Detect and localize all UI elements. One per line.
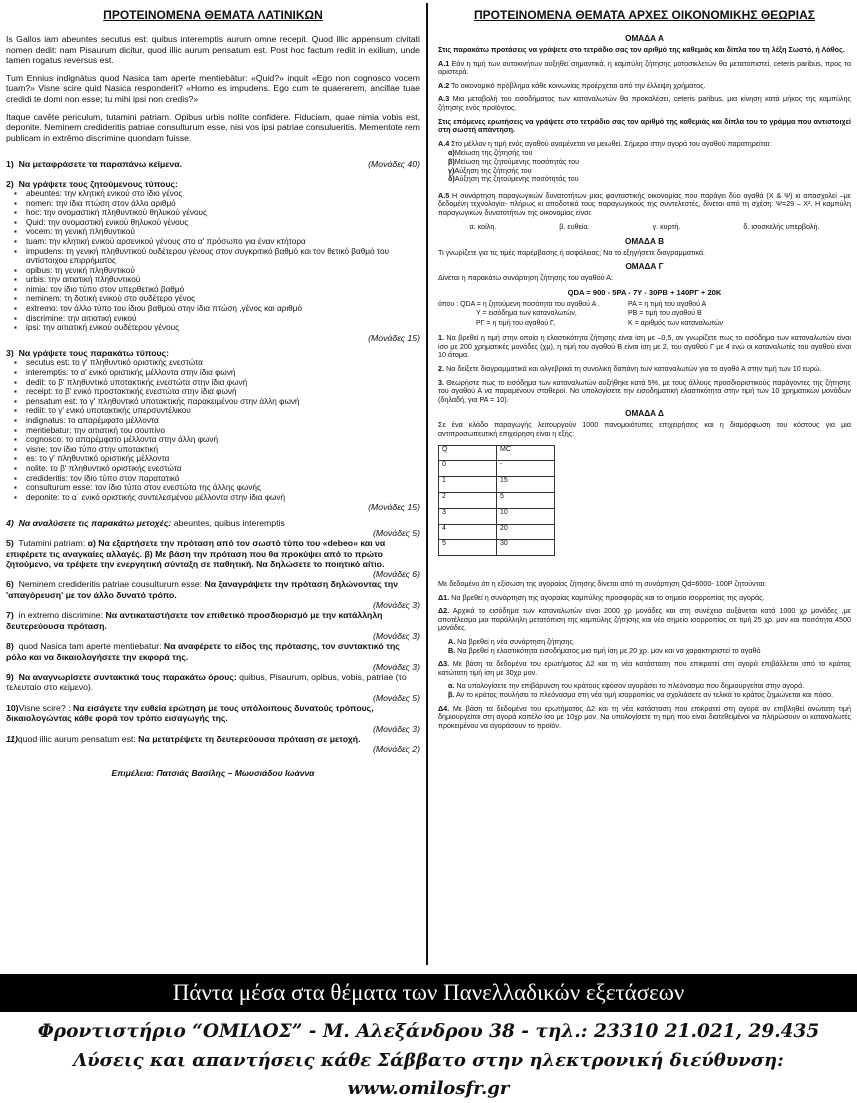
latin-text-2: Tum Ennius indignātus quod Nasica tam aperte mentiebātur: «Quid?» inquit «Ego non cognosco vocem tuam?» Visne scire quid Nasica responderit? «Homo es impudens. Ego cum te quaererem, ancillae tuae credidi te domi non esse; tu mihi ipsi non credis?»: [6, 72, 420, 104]
question-3-list: [12, 358, 420, 502]
question-a1: Α.1 Εάν η τιμή των αυτοκινήτων αυξηθεί σημαντικά, η καμπύλη ζήτησης μοτοσικλετών θα μετατοπιστεί, ceteris paribus, προς τα αριστερά.: [438, 58, 851, 77]
option: δ)Αύξηση της ζητούμενης ποσότητάς του: [448, 174, 579, 184]
group-a-heading: ΟΜΑΔΑ Α: [625, 34, 664, 43]
question-10: 10)Visne scire? : Να εισάγετε την ευθεία ερώτηση με τους υπόλοιπους δυνατούς τρόπους, δικαιολογώντας κάθε φορά τον τρόπο εισαγωγής της.: [6, 702, 374, 724]
list-item: ▪ es: το γ' πληθυντικό οριστικής μέλλοντα: [12, 454, 420, 464]
question-a5-options: [438, 222, 851, 231]
question-a2: Α.2 Το οικονομικό πρόβλημα κάθε κοινωνίας προέρχεται από την έλλειψη χρήματος.: [438, 80, 706, 90]
question-2: 2) Να γράψετε τους ζητούμενους τύπους:: [6, 178, 178, 189]
group-d-heading: ΟΜΑΔΑ Δ: [625, 409, 664, 419]
list-item: ▪ hoc: την ονομαστική πληθυντικού θηλυκού γένους: [12, 208, 420, 218]
table-row: Q MC: [439, 445, 555, 461]
marks: (Μονάδες 3): [372, 630, 420, 641]
question-7: 7) in extremo discrimine: Να αντικαταστήσετε τον επιθετικό προσδιορισμό με την κατάλληλη δευτερεύουσα πρόταση.: [6, 610, 383, 631]
list-item: ▪ abeuntes: την κλητική ενικού στο ίδιο γένος: [12, 189, 420, 199]
list-item: ▪ indignatus: το απαρέμφατο μέλλοντα: [12, 416, 420, 426]
demand-statement: Με δεδομένο ότι η εξίσωση της αγοραίας ζήτησης δίνεται από τη συνάρτηση Qd=6000- 100P ζητούνται:: [438, 579, 767, 589]
list-item: ▪ visne: τον ίδιο τύπο στην υποτακτική: [12, 445, 420, 455]
list-item: ▪ impudens: τη γενική πληθυντικού ουδέτερου γένους στον συγκριτικό βαθμό και τον θετικό βαθμό του αντίστοιχου επιρρήματος: [12, 247, 420, 266]
question-d2: Δ2. Αρχικά το εισόδημα των καταναλωτών είναι 2000 χρ μονάδες και στη συνέχεια αυξάνεται κατά 1000 χρ μονάδες ,με αποτέλεσμα μια παράλληλη μετατόπιση της καμπύλης ζήτησης και νέο σημείο ισορροπίας σε τιμή 25 χρ. μον και ποσότητα 4500 μονάδες.: [438, 606, 851, 633]
list-item: ▪ ipsi: την αιτιατική ενικού ουδέτερου γένους: [12, 323, 420, 333]
list-item: ▪ nomen: την ίδια πτώση στον άλλο αριθμό: [12, 199, 420, 209]
group-g-intro: Δίνεται η παρακάτω συνάρτηση ζήτησης του αγαθού Α:: [438, 273, 613, 283]
list-item: ▪ pensatum est: το γ' πληθυντικό υποτακτικής παρακειμένου στην άλλη φωνή: [12, 397, 420, 407]
sub-question: α. Να υπολογίσετε την επιβάρυνση του κράτους εφόσον αγοράσει το πλεόνασμα που δημιουργείται στην αγορά.: [448, 681, 805, 691]
marks: (Μονάδες 5): [372, 692, 420, 703]
list-item: ▪ cognosco: το απαρέμφατο μέλλοντα στην άλλη φωνή: [12, 435, 420, 445]
question-9: 9) Να αναγνωρίσετε συντακτικά τους παρακάτω όρους: quibus, Pisaurum, opibus, vobis, patriae (το τελευταίο στο κείμενο).: [6, 672, 407, 693]
footer-contact: Φροντιστήριο “ΟΜΙΛΟΣ” - Μ. Αλεξάνδρου 38 - τηλ.: 23310 21.021, 29.435: [37, 1021, 820, 1042]
question-3: 3) Να γράψετε τους παρακάτω τύπους:: [6, 348, 170, 359]
group-b-heading: ΟΜΑΔΑ Β: [624, 236, 665, 246]
group-d-intro: Σε ένα κλάδο παραγωγής λειτουργούν 1000 πανομοιότυπες επιχειρήσεις και η διαμόρφωση του κόστους για μια αντιπροσωπευτική επιχείρηση είναι η εξής:: [438, 420, 851, 438]
list-item: ▪ opibus: τη γενική πληθυντικού: [12, 266, 420, 276]
option: γ)Αύξηση της ζήτησής του: [448, 165, 532, 175]
footer-website: Λύσεις και απαντήσεις κάθε Σάββατο στην ηλεκτρονική διεύθυνση: www.omilosfr.gr: [73, 1050, 784, 1099]
list-item: ▪ rediit: το γ' ενικό υποτακτικής υπερσυντέλικου: [12, 406, 420, 416]
option: δ. ισοσκελής υπερβολή.: [743, 221, 820, 231]
footer: [0, 1012, 857, 1099]
marks: (Μονάδες 3): [372, 661, 420, 672]
list-item: ▪ urbis: την αιτιατική πληθυντικού: [12, 275, 420, 285]
marks: (Μονάδες 40): [368, 159, 420, 170]
option: γ. κυρτή.: [652, 221, 681, 231]
question-5: 5) Tutamini patriam: α) Να εξαρτήσετε την πρόταση από τον σωστό τύπο του «debeo» και να επιφέρετε τις αναγκαίες αλλαγές. β) Με βάση την πρόταση που θα προκύψει από το πρώτο ζητούμενο, να τρέψετε την ενεργητική σύνταξη σε παθητική. Να δηλώσετε το ποιητικό αίτιο.: [6, 538, 386, 569]
list-item: ▪ interemptis: το α' ενικό οριστικής μέλλοντα στην ίδια φωνή: [12, 368, 420, 378]
question-d2-subs: [438, 638, 851, 655]
definition: όπου : QDA = η ζητούμενη ποσότητα του αγαθού Α .: [438, 300, 600, 308]
question-2-list: [12, 189, 420, 333]
sub-question: β. Αν το κράτος πουλήσει το πλεόνασμα στη νέα τιμή ισορροπίας να σχολιάσετε αν τελικά το κράτος ζημιώνεται και πόσο.: [448, 690, 834, 700]
question-11: 11)quod illic aurum pensatum est: Να μετατρέψετε τη δευτερεύουσα πρόταση σε μετοχή.: [6, 733, 361, 744]
list-item: ▪ receipt: το β' ενικό προστακτικής ενεστώτα στην ίδια φωνή: [12, 387, 420, 397]
question-a4: Α.4 Στο μέλλον η τιμή ενός αγαθού αναμένεται να μειωθεί. Σήμερα στην αγορά του αγαθού παρατηρείται:: [438, 138, 772, 148]
list-item: ▪ secutus est: το γ' πληθυντικό οριστικής ενεστώτα: [12, 358, 420, 368]
option: β)Μείωση της ζητούμενης ποσότητάς του: [448, 156, 580, 166]
table-row: 3 10: [439, 508, 555, 524]
definition: PΓ = η τιμή του αγαθού Γ,: [476, 319, 556, 327]
question-g2: 2. Να δείξετε διαγραμματικά και αλγεβρικά τη συνολική δαπάνη των καταναλωτών για το αγαθό Α στην τιμή των 10 ευρώ.: [438, 363, 822, 373]
table-row: 0 -: [439, 461, 555, 477]
list-item: ▪ Quid: την ονομαστική ενικού θηλυκού γένους: [12, 218, 420, 228]
marks: (Μονάδες 6): [372, 569, 420, 580]
option: β. ευθεία.: [559, 221, 590, 231]
question-b: Τι γνωρίζετε για τις τιμές παρέμβασης ή ασφάλειας; Να το εξηγήσετε διαγραμματικά.: [438, 247, 706, 257]
question-d3-subs: [438, 682, 851, 699]
question-6: 6) Neminem credideritis patriae cousulturum esse: Να ξαναγράψετε την πρόταση δηλώνοντας την 'απαγόρευση' με τον άλλο δυνατό τρόπο.: [6, 579, 399, 600]
banner-slogan: Πάντα μέσα στα θέματα των Πανελλαδικών εξετάσεων: [0, 974, 857, 1012]
group-a-intro: Στις παρακάτω προτάσεις να γράψετε στο τετράδιο σας τον αριθμό της καθεμιάς και δίπλα του τη λέξη Σωστό, ή Λάθος.: [438, 45, 845, 54]
list-item: ▪ tuam: την κλητική ενικού αρσενικού γένους στο α' πρόσωπο για έναν κτήτορα: [12, 237, 420, 247]
marks: (Μονάδες 15): [368, 502, 420, 513]
definition: K = αριθμός των καταναλωτών: [628, 319, 724, 327]
question-a5: Α.5 Η συνάρτηση παραγωγικών δυνατοτήτων μιας φανταστικής οικονομίας που παράγει δύο αγαθά (Χ & Ψ) κι απασχολεί –με δεδομένη τεχνολογία- πλήρως κι αποδοτικά τους παραγωγικούς της συντελεστές, δίνεται από τη σχέση: Ψ=29 – Χ². Η καμπύλη παραγωγικών δυνατοτήτων της οικονομίας είναι:: [438, 190, 851, 217]
list-item: ▪ deponite: το α΄ ενικό οριστικής συντελεσμένου μέλλοντα στην ίδια φωνή: [12, 493, 420, 503]
editors-credit: Επιμέλεια: Πατσιάς Βασίλης – Μωυσιάδου Ιωάννα: [111, 768, 315, 779]
marks: (Μονάδες 15): [368, 332, 420, 343]
question-a4-options: [438, 149, 851, 183]
list-item: ▪ nolite: το β' πληθυντικό οριστικής ενεστώτα: [12, 464, 420, 474]
latin-title: ΠΡΟΤΕΙΝΟΜΕΝΑ ΘΕΜΑΤΑ ΛΑΤΙΝΙΚΩΝ: [103, 8, 323, 22]
marks: (Μονάδες 3): [372, 600, 420, 611]
option: α. κοίλη.: [469, 221, 497, 231]
latin-text-3: Itaque cavēte periculum, tutamini patriam. Opibus urbis nolīte confidere. Fiduciam, quae nimia vobis est, deponite. Neminem credideritis patriae consulturum esse, nisi vos ipsi patriae consulueritis. Mementote rem publicam in extrēmo discrimine quondam fuisse.: [6, 111, 420, 143]
question-g3: 3. Θεωρήστε πως το εισόδημα των καταναλωτών αυξήθηκε κατά 5%, με τους άλλους προσδιοριστικούς παράγοντες της ζήτησης του αγαθού Α να παραμένουν σταθεροί. Να υπολογίσετε την εισοδηματική ελαστικότητα στην τιμή των 10 χρηματικών μονάδων (δηλαδή, για PA = 10).: [438, 377, 851, 404]
definition: PB = τιμή του αγαθού Β: [628, 310, 702, 318]
question-d4: Δ4. Με βάση τα δεδομένα του ερωτήματος Δ2 και τη νέα κατάσταση που επικρατεί στη αγορά αν επιβληθεί ανώτατη τιμή δημιουργείται στη αγορά καπέλο ίσο με 10χρ μον. Να υπολογίσετε τη τιμή που είναι διατεθειμένοι να πληρώσουν οι καταναλωτές προκειμένου να αγοράσουν το προϊόν.: [438, 703, 851, 730]
question-4: 4) Να αναλύσετε τις παρακάτω μετοχές: abeuntes, quibus interemptis: [6, 517, 285, 528]
sub-question: Α. Να βρεθεί η νέα συνάρτηση ζήτησης.: [448, 637, 575, 647]
marks: (Μονάδες 5): [372, 527, 420, 538]
cost-table: [438, 445, 555, 557]
list-item: ▪ credideritis: τον ίδιο τύπο στον παρατατικό: [12, 474, 420, 484]
definition: Y = εισόδημα των καταναλωτών,: [476, 310, 577, 318]
question-1: 1) Να μεταφράσετε τα παραπάνω κείμενα. (Μονάδες 40): [6, 159, 420, 170]
question-g1: 1. Να βρεθεί η τιμή στην οποία η ελαστικότητα ζήτησης είναι ίση με –0,5, αν γνωρίζετε πως το εισόδημα των καταναλωτών είναι ίσο με 200 χρηματικές μονάδες (χμ), η τιμή του αγαθού Β είναι ίση με 2, του αγαθού Γ με 4 ενώ οι καταναλωτές του αγαθού είναι 10 άτομα.: [438, 333, 851, 360]
latin-text-1: Is Gallos iam abeuntes secutus est: quibus interemptis aurum omne recepit. Quod illic appensum civitati nomen dedit: nam Pisaurum dicitur, quod illic aurum pensatum est. Post hoc factum rediit in exilium, unde tamen rogatus reversus est.: [6, 34, 420, 66]
question-d3: Δ3. Με βάση τα δεδομένα του ερωτήματος Δ2 και τη νέα κατάσταση που επικρατεί στη αγορά επιβάλλεται από το κράτος κατώτατη τιμή ίση με 30χρ μον.: [438, 659, 851, 677]
list-item: ▪ dedit: το β' πληθυντικό υποτακτικής ενεστώτα στην ίδια φωνή: [12, 378, 420, 388]
column-divider: [426, 3, 428, 965]
economics-title: ΠΡΟΤΕΙΝΟΜΕΝΑ ΘΕΜΑΤΑ ΑΡΧΕΣ ΟΙΚΟΝΟΜΙΚΗΣ ΘΕΩΡΙΑΣ: [473, 8, 816, 22]
table-row: 4 20: [439, 524, 555, 540]
group-g-heading: ΟΜΑΔΑ Γ: [625, 262, 664, 272]
question-d1: Δ1. Να βρεθεί η συνάρτηση της αγοραίας καμπύλης προσφοράς και το σημείο ισορροπίας της αγοράς.: [438, 592, 765, 602]
economics-column: [430, 0, 857, 970]
list-item: ▪ mentiebatur: την αιτιατική του σουπίνο: [12, 426, 420, 436]
demand-equation: QDA = 900 - 5PA - 7Y - 30PB + 140PΓ + 20K: [567, 287, 722, 297]
table-row: 5 30: [439, 540, 555, 556]
definition: PA = η τιμή του αγαθού Α: [628, 300, 707, 308]
list-item: ▪ neminem: τη δοτική ενικού στο ουδέτερο γένος: [12, 294, 420, 304]
list-item: ▪ vocem: τη γενική πληθυντικού: [12, 227, 420, 237]
question-a3: Α.3 Μια μεταβολή του εισοδήματος των καταναλωτών θα προκαλέσει, ceteris paribus, μια κίνηση κατά μήκος της καμπύλης ζήτησης ενός προϊόντος.: [438, 94, 851, 112]
option: α)Μείωση της ζήτησής του: [448, 148, 533, 158]
table-row: 1 15: [439, 477, 555, 493]
marks: (Μονάδες 2): [372, 744, 420, 755]
sub-question: Β. Να βρεθεί η ελαστικότητα εισοδήματος μια τιμή ίση με 20 χρ. μον και να χαρακτηριστεί το αγαθό: [448, 645, 761, 655]
table-row: 2 5: [439, 492, 555, 508]
list-item: ▪ nimia: τον ίδιο τύπο στον υπερθετικό βαθμό: [12, 285, 420, 295]
group-a-intro-2: Στις επόμενες ερωτήσεις να γράψετε στο τετράδιο σας τον αριθμό της καθεμιάς και δίπλα του το γράμμα που αντιστοιχεί στη σωστή απάντηση.: [438, 116, 851, 135]
list-item: ▪ consulturum esse: τον ίδιο τύπο στον ενεστώτα της άλλης φωνής: [12, 483, 420, 493]
definitions: [438, 300, 851, 329]
list-item: ▪ discrimine: την αιτιατική ενικού: [12, 314, 420, 324]
list-item: ▪ extremo: τον άλλο τύπο του ίδιου βαθμού στην ίδια πτώση ,γένος και αριθμό: [12, 304, 420, 314]
latin-column: [0, 0, 426, 970]
question-8: 8) quod Nasica tam aperte mentiebatur: Να αναφέρετε το είδος της πρότασης, τον συντακτικό της ρόλο και να δικαιολογήσετε την εκφορά της.: [6, 641, 400, 662]
marks: (Μονάδες 3): [372, 723, 420, 734]
